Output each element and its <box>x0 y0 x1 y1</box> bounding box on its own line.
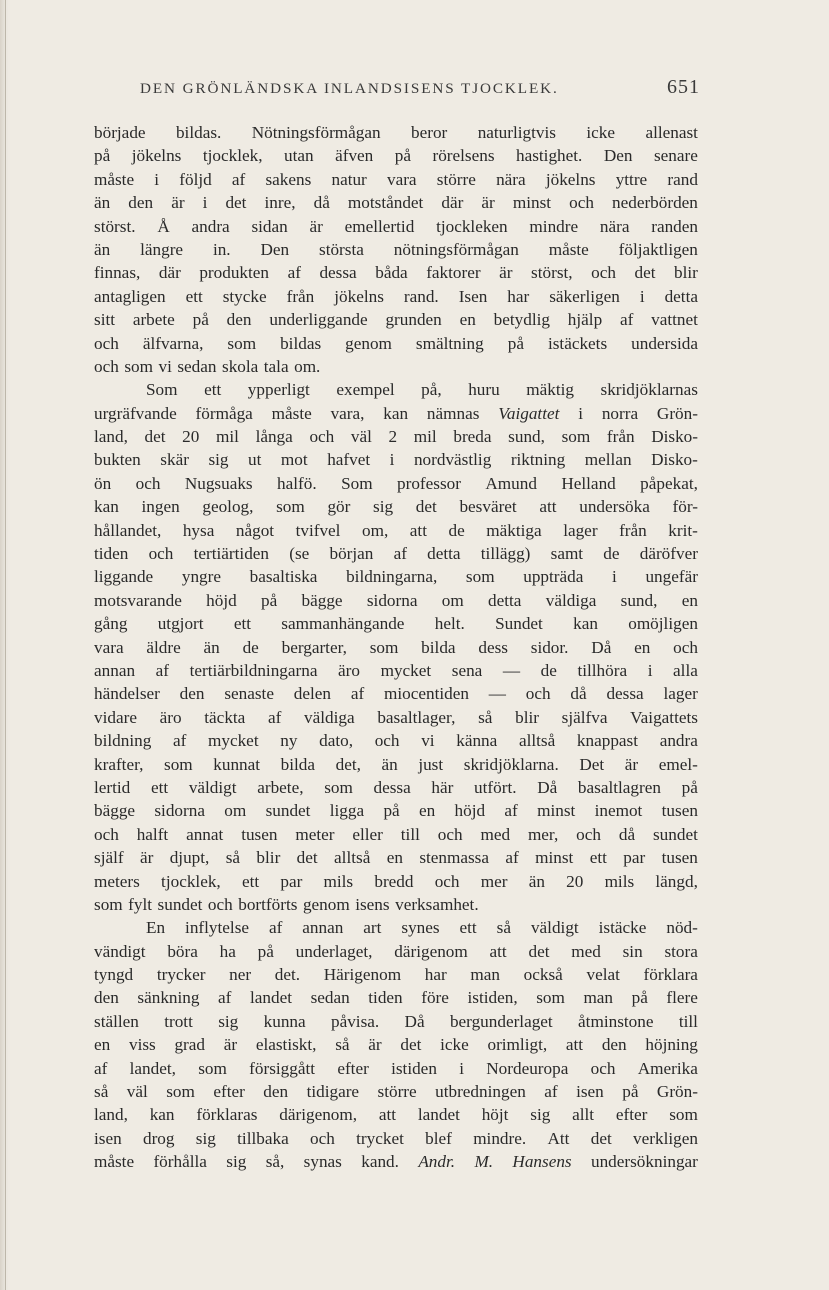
text-line: bukten skär sig ut mot hafvet i nordvästlig riktning mellan Disko- <box>94 450 698 470</box>
text-line: Som ett ypperligt exempel på, huru mäktig skridjöklarnas <box>146 380 698 400</box>
text-line: land, det 20 mil långa och väl 2 mil breda sund, som från Disko- <box>94 427 698 447</box>
text-line: än längre in. Den största nötningsförmågan måste följaktligen <box>94 239 698 259</box>
text-line: antagligen ett stycke från jökelns rand. Isen har säkerligen i detta <box>94 286 698 306</box>
text-line: motsvarande höjd på bägge sidorna om detta väldiga sund, en <box>94 590 698 610</box>
text-line: ställen trott sig kunna påvisa. Då bergunderlaget åtminstone till <box>94 1011 698 1031</box>
text-line: och halft annat tusen meter eller till och med mer, och då sundet <box>94 824 698 844</box>
running-header <box>140 76 700 106</box>
text-line: som fylt sundet och bortförts genom isens verksamhet. <box>94 894 479 914</box>
text-line: krafter, som kunnat bilda det, än just skridjöklarna. Det är emel- <box>94 754 698 774</box>
text-line: hållandet, hysa något tvifvel om, att de mäktiga lager från krit- <box>94 520 698 540</box>
text-line: lertid ett väldigt arbete, som dessa här utfört. Då basaltlagren på <box>94 777 698 797</box>
text-line: annan af tertiärbildningarna äro mycket sena — de tillhöra i alla <box>94 660 698 680</box>
text-line: började bildas. Nötningsförmågan beror naturligtvis icke allenast <box>94 123 698 142</box>
paragraph <box>94 378 698 916</box>
text-line: och som vi sedan skola tala om. <box>94 356 321 376</box>
text-line: gång utgjort ett sammanhängande helt. Sundet kan omöjligen <box>94 614 698 634</box>
body-text <box>94 121 698 1174</box>
text-line: måste i följd af sakens natur vara större nära jökelns yttre rand <box>94 169 698 189</box>
text-line: liggande yngre basaltiska bildningarna, som uppträda i ungefär <box>94 567 698 587</box>
page-number: 651 <box>667 76 700 98</box>
text-line: en viss grad är elastiskt, så är det icke orimligt, att den höjning <box>94 1035 698 1055</box>
text-line: måste förhålla sig så, synas kand. Andr. M. Hansens undersökningar <box>94 1152 698 1172</box>
text-line: kan ingen geolog, som gör sig det besväret att undersöka för- <box>94 497 698 517</box>
text-line: själf är djupt, så blir det alltså en stenmassa af minst ett par tusen <box>94 848 698 868</box>
text-line: händelser den senaste delen af miocentiden — och då dessa lager <box>94 684 698 704</box>
text-line: finnas, där produkten af dessa båda faktorer är störst, och det blir <box>94 263 698 283</box>
text-line: En inflytelse af annan art synes ett så väldigt istäcke nöd- <box>146 918 698 938</box>
text-line: vändigt böra ha på underlaget, därigenom att det med sin stora <box>94 941 698 961</box>
page-edge <box>0 0 10 1290</box>
text-line: den sänkning af landet sedan tiden före istiden, som man på flere <box>94 988 698 1008</box>
text-line: på jökelns tjocklek, utan äfven på rörelsens hastighet. Den senare <box>94 146 698 166</box>
text-line: meters tjocklek, ett par mils bredd och mer än 20 mils längd, <box>94 871 698 891</box>
running-title: DEN GRÖNLÄNDSKA INLANDSISENS TJOCKLEK. <box>140 80 559 97</box>
text-line: bildning af mycket ny dato, och vi känna alltså knappast andra <box>94 731 698 751</box>
text-line: tyngd trycker ner det. Härigenom har man också velat förklara <box>94 965 698 985</box>
text-line: vara äldre än de bergarter, som bilda dess sidor. Då en och <box>94 637 698 657</box>
text-line: än den är i det inre, då motståndet där är minst och nederbörden <box>94 193 698 213</box>
text-line: isen drog sig tillbaka och trycket blef mindre. Att det verkligen <box>94 1128 698 1148</box>
text-line: af landet, som försiggått efter istiden i Nordeuropa och Amerika <box>94 1058 698 1078</box>
text-line: ön och Nugsuaks halfö. Som professor Amund Helland påpekat, <box>94 473 698 493</box>
paragraph <box>94 916 698 1173</box>
text-line: vidare äro täckta af väldiga basaltlager, så blir själfva Vaigattets <box>94 707 698 727</box>
paragraph <box>94 121 698 378</box>
text-line: urgräfvande förmåga måste vara, kan nämnas Vaigattet i norra Grön- <box>94 403 698 423</box>
text-line: land, kan förklaras därigenom, att landet höjt sig allt efter som <box>94 1105 698 1125</box>
text-line: störst. Å andra sidan är emellertid tjockleken mindre nära randen <box>94 216 698 236</box>
text-line: sitt arbete på den underliggande grunden en betydlig hjälp af vattnet <box>94 310 698 330</box>
text-line: så väl som efter den tidigare större utbredningen af isen på Grön- <box>94 1082 698 1102</box>
text-line: och älfvarna, som bildas genom smältning på istäckets undersida <box>94 333 698 353</box>
text-line: tiden och tertiärtiden (se början af detta tillägg) samt de däröfver <box>94 544 698 564</box>
text-line: bägge sidorna om sundet ligga på en höjd af minst inemot tusen <box>94 801 698 821</box>
